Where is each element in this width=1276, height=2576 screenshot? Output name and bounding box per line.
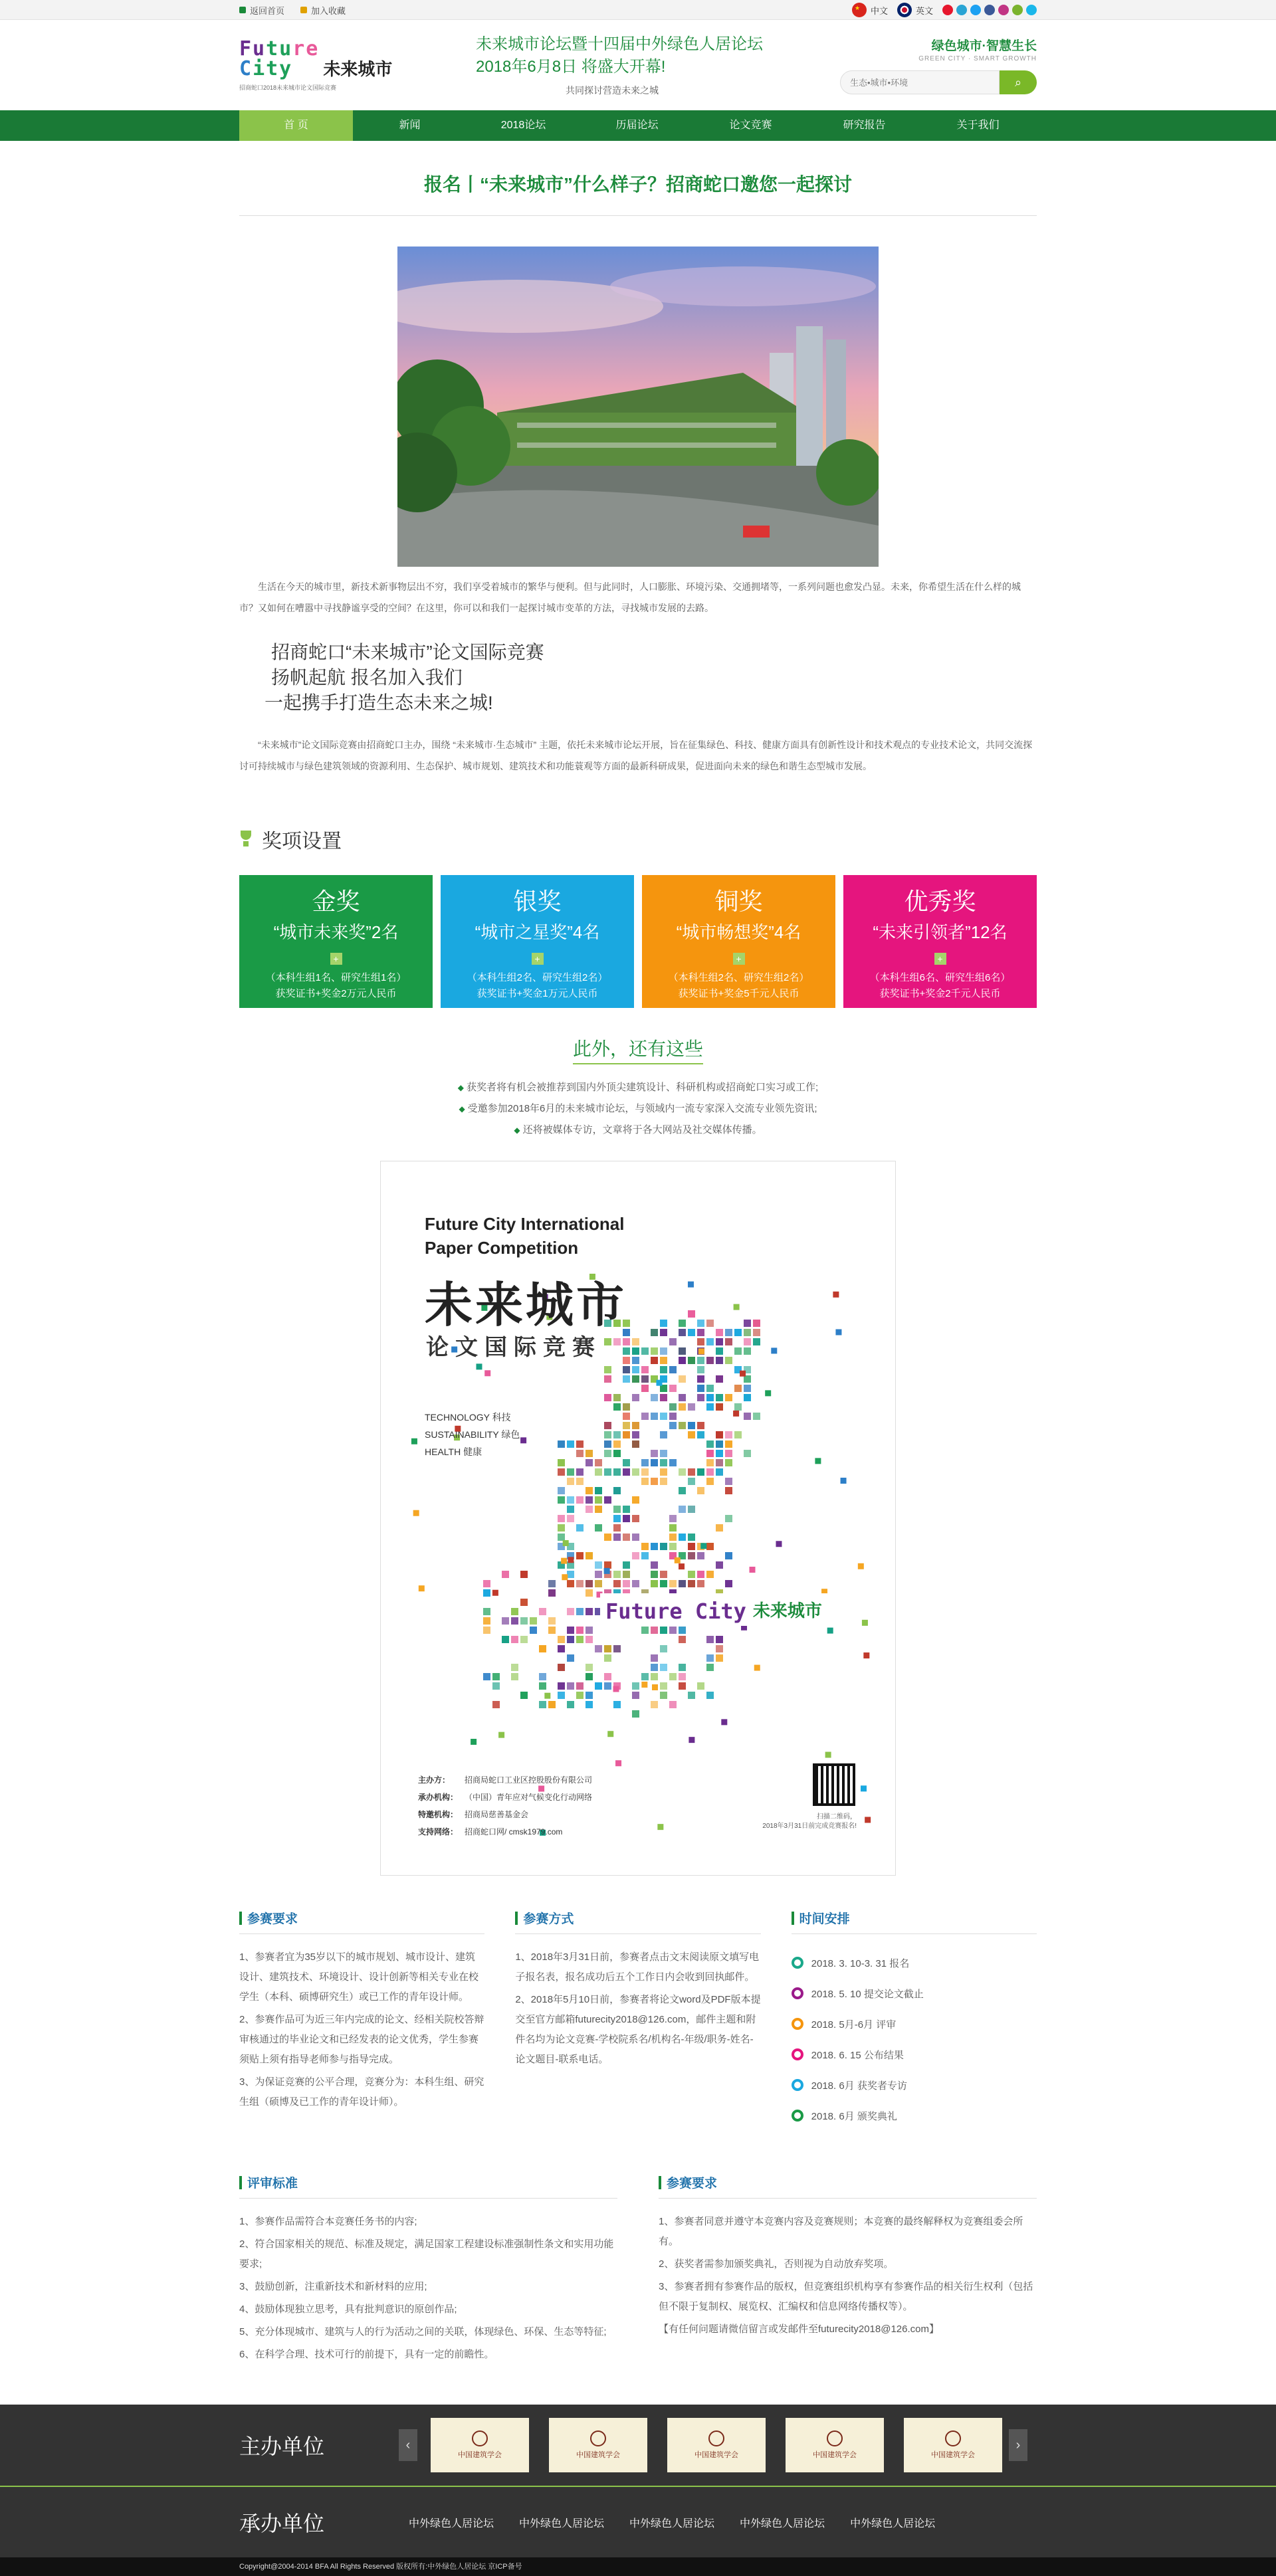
diamond-icon: ◆ <box>459 1104 465 1114</box>
also-list <box>0 1077 1276 1141</box>
sponsor-logo[interactable]: 中国建筑学会 <box>431 2418 529 2472</box>
callout-line: 招商蛇口“未来城市”论文国际竞赛 <box>271 642 544 662</box>
site-header <box>0 20 1276 110</box>
timeline-list <box>792 1947 1037 2131</box>
list-item: 4、鼓励体现独立思考，具有批判意识的原创作品; <box>239 2304 457 2315</box>
building-photo <box>397 247 879 567</box>
award-title: “未来引领者”12名 <box>873 922 1008 942</box>
headline: 未来城市论坛暨十四届中外绿色人居论坛 2018年6月8日 将盛大开幕! <box>476 35 763 76</box>
award-detail: （本科生组2名、研究生组2名） <box>668 972 809 983</box>
list-item: 6、在科学合理、技术可行的前提下，具有一定的前瞻性。 <box>239 2349 494 2360</box>
co-organizer-link[interactable]: 中外绿色人居论坛 <box>629 2518 715 2529</box>
co-organizer-link[interactable]: 中外绿色人居论坛 <box>519 2518 605 2529</box>
nav-about[interactable]: 关于我们 <box>956 120 1000 131</box>
list-item: 2、参赛作品可为近三年内完成的论文、经相关院校答辩审核通过的毕业论文和已经发表的论文优秀，学生参赛须贴上须有指导老师参与指导完成。 <box>239 2014 484 2065</box>
qr-note: 扫描二维码， 2018年3月31日前完成竞赛报名! <box>762 1813 857 1830</box>
qr-code[interactable] <box>813 1763 855 1806</box>
circle-icon <box>792 2110 803 2122</box>
column-heading: 参赛方式 <box>515 1909 760 1934</box>
description-paragraph: “未来城市”论文国际竞赛由招商蛇口主办，围绕 “未来城市·生态城市” 主题，依托未来城市论坛开展，旨在征集绿色、科技、健康方面具有创新性设计和技术观点的专业技术论文，共同交流探讨可持续城市与绿色建筑领域的资源利用、生态保护、城市规划、建筑技术和功能蓑观等方面的最新科研成果，促进面向未来的绿色和谐生态型城市发展。 <box>239 740 1033 771</box>
list-item: 2、2018年5月10日前，参赛者将论文word及PDF版本提交至官方邮箱futurecity2018@126.com，邮件主题和附件名均为论文竞赛-学校院系名/机构名-年级/职务-姓名-论文题目-联系电话。 <box>515 1994 761 2065</box>
list-item: ◆ 获奖者将有机会被推荐到国内外顶尖建筑设计、科研机构或招商蛇口实习或工作; <box>457 1082 819 1093</box>
subline: 共同探讨营造未来之城 <box>566 85 659 96</box>
nav-research[interactable]: 研究报告 <box>843 120 886 131</box>
list-item: 1、2018年3月31日前，参赛者点击文末阅读原文填写电子报名表，报名成功后五个工作日内会收到回执邮件。 <box>515 1951 760 1983</box>
site-logo[interactable] <box>239 33 399 97</box>
sponsor-logo[interactable]: 中国建筑学会 <box>904 2418 1002 2472</box>
vimeo-icon[interactable] <box>1026 5 1037 15</box>
rules-columns <box>239 2173 1037 2367</box>
uk-flag-icon <box>897 3 912 17</box>
column-heading: 参赛要求 <box>659 2173 1037 2199</box>
poster-keywords: TECHNOLOGY 科技 SUSTAINABILITY 绿色 HEALTH 健康 <box>425 1412 520 1457</box>
callout-line: 扬帆起航 报名加入我们 <box>271 667 463 688</box>
circle-icon <box>792 2018 803 2030</box>
search-box <box>837 70 1037 94</box>
timeline-item: 2018. 5. 10 提交论文截止 <box>792 1978 1037 2009</box>
requirements-column <box>239 1909 484 2131</box>
plus-icon: + <box>330 953 342 965</box>
copyright-text: Copyright@2004-2014 BFA All Rights Reserved 版权所有:中外绿色人居论坛 京ICP备号 <box>239 2563 522 2571</box>
list-item: 3、参赛者拥有参赛作品的版权，但竞赛组织机构享有参赛作品的相关衍生权利（包括但不限于复制权、展览权、汇编权和信息网络传播权等）。 <box>659 2281 1033 2312</box>
column-heading: 评审标准 <box>239 2173 617 2199</box>
award-detail: （本科生组1名、研究生组1名） <box>265 972 407 983</box>
nav-paper-competition[interactable]: 论文竞赛 <box>729 120 772 131</box>
callout-line: 一起携手打造生态未来之城! <box>265 692 493 713</box>
home-link[interactable]: 返回首页 <box>239 4 284 17</box>
timeline-item: 2018. 6月 获奖者专访 <box>792 2070 1037 2100</box>
social-icons <box>942 5 1037 15</box>
wechat-icon[interactable] <box>1012 5 1023 15</box>
co-organizer-link[interactable]: 中外绿色人居论坛 <box>409 2518 494 2529</box>
nav-home[interactable]: 首 页 <box>239 110 353 141</box>
facebook-icon[interactable] <box>984 5 995 15</box>
awards-heading: 奖项设置 <box>239 825 1037 854</box>
hero-image <box>397 247 879 567</box>
co-organizer-link[interactable]: 中外绿色人居论坛 <box>740 2518 825 2529</box>
award-prize: 获奖证书+奖金1万元人民币 <box>477 988 598 999</box>
top-bar <box>0 0 1276 20</box>
slogan-en: GREEN CITY · SMART GROWTH <box>918 55 1037 62</box>
info-columns <box>239 1909 1037 2131</box>
diamond-icon: ◆ <box>514 1126 520 1135</box>
rules-column <box>659 2173 1037 2367</box>
copyright-bar <box>0 2557 1276 2576</box>
poster-title-en: Future City International Paper Competition <box>425 1214 625 1258</box>
circle-icon <box>792 2079 803 2091</box>
co-organizers-footer <box>0 2486 1276 2557</box>
award-prize: 获奖证书+奖金2千元人民币 <box>879 988 1001 999</box>
co-organizer-link[interactable]: 中外绿色人居论坛 <box>850 2518 936 2529</box>
trophy-icon <box>239 831 253 848</box>
award-bronze <box>642 875 835 1008</box>
poster-title-cn: 未来城市 <box>425 1279 627 1332</box>
logo-cn: 未来城市 <box>323 58 393 79</box>
qq-icon[interactable] <box>956 5 967 15</box>
diamond-icon: ◆ <box>457 1083 465 1092</box>
weibo-icon[interactable] <box>942 5 953 15</box>
award-name: 金奖 <box>312 888 360 915</box>
logo-subtitle: 招商蛇口2018未来城市论文国际竞赛 <box>239 84 337 91</box>
timeline-item: 2018. 3. 10-3. 31 报名 <box>792 1947 1037 1978</box>
timeline-item: 2018. 6月 颁奖典礼 <box>792 2100 1037 2131</box>
main-nav <box>0 110 1276 141</box>
sponsor-logo[interactable]: 中国建筑学会 <box>667 2418 766 2472</box>
circle-icon <box>792 1957 803 1969</box>
lang-en[interactable]: 英文 <box>897 3 933 17</box>
list-item: 1、参赛者宜为35岁以下的城市规划、城市设计、建筑设计、建筑技术、环境设计、设计创新等相关专业在校学生（本科、硕博研究生）或已工作的青年设计师。 <box>239 1951 479 2003</box>
award-detail: （本科生组6名、研究生组6名） <box>869 972 1011 983</box>
timeline-column <box>792 1909 1037 2131</box>
article-title: 报名丨“未来城市”什么样子？招商蛇口邀您一起探讨 <box>239 141 1037 216</box>
award-name: 铜奖 <box>714 888 763 915</box>
award-detail: （本科生组2名、研究生组2名） <box>467 972 608 983</box>
award-prize: 获奖证书+奖金2万元人民币 <box>275 988 397 999</box>
list-item: 5、充分体现城市、建筑与人的行为活动之间的关联，体现绿色、环保、生态等特征; <box>239 2326 607 2337</box>
list-item: 3、鼓励创新，注重新技术和新材料的应用; <box>239 2281 427 2292</box>
lang-cn[interactable]: ★ 中文 <box>852 3 888 17</box>
award-title: “城市畅想奖”4名 <box>676 922 801 942</box>
co-organizers-label: 承办单位 <box>239 2512 325 2535</box>
plus-icon: + <box>934 953 946 965</box>
list-item: 【有任何问题请微信留言或发邮件至futurecity2018@126.com】 <box>659 2324 939 2335</box>
list-item: 2、获奖者需参加颁奖典礼，否则视为自动放弃奖项。 <box>659 2258 894 2270</box>
chevron-left-icon[interactable]: ‹ <box>399 2429 417 2461</box>
awards-grid <box>239 875 1037 1008</box>
column-heading: 参赛要求 <box>239 1909 484 1934</box>
method-column <box>515 1909 760 2131</box>
column-heading: 时间安排 <box>792 1909 1037 1934</box>
intro-paragraph: 生活在今天的城市里，新技术新事物层出不穷，我们享受着城市的繁华与便利。但与此同时，人口膨胀、环境污染、交通拥堵等，一系列问题也愈发凸显。未来，你希望生活在什么样的城市？又如何在嘈嚣中寻找静谧享受的空间？在这里，你可以和我们一起探讨城市变革的方法，寻找城市发展的去路。 <box>239 581 1021 613</box>
list-item: ◆ 还将被媒体专访，文章将于各大网站及社交媒体传播。 <box>514 1124 762 1136</box>
award-title: “城市之星奖”4名 <box>475 922 600 942</box>
home-icon <box>239 7 246 13</box>
nav-past-forums[interactable]: 历届论坛 <box>615 120 659 131</box>
nav-news[interactable]: 新闻 <box>399 120 421 131</box>
search-icon: ⌕ <box>1014 75 1022 89</box>
award-title: “城市未来奖”2名 <box>273 922 399 942</box>
sponsor-logo[interactable]: 中国建筑学会 <box>786 2418 884 2472</box>
award-silver <box>441 875 634 1008</box>
twitter-icon[interactable] <box>970 5 981 15</box>
search-button[interactable] <box>1000 70 1037 94</box>
also-heading: 此外，还有这些 <box>0 1035 1276 1061</box>
competition-poster <box>380 1161 896 1876</box>
award-name: 银奖 <box>513 888 562 915</box>
china-flag-icon <box>852 3 867 17</box>
list-item: 3、为保证竞赛的公平合理，竞赛分为：本科生组、研究生组（硕博及已工作的青年设计师）。 <box>239 2076 484 2108</box>
circle-icon <box>792 1987 803 1999</box>
criteria-column <box>239 2173 617 2367</box>
timeline-item: 2018. 5月-6月 评审 <box>792 2009 1037 2039</box>
award-gold <box>239 875 433 1008</box>
timeline-item: 2018. 6. 15 公布结果 <box>792 2039 1037 2070</box>
sponsors-footer <box>0 2405 1276 2486</box>
nav-forum-2018[interactable]: 2018论坛 <box>500 120 546 131</box>
plus-icon: + <box>733 953 745 965</box>
logo-mark: Future City <box>239 37 320 80</box>
list-item: 1、参赛者同意并遵守本竞赛内容及竞赛规则；本竞赛的最终解释权为竞赛组委会所有。 <box>659 2216 1023 2247</box>
search-input[interactable] <box>840 70 1000 94</box>
sponsors-label: 主办单位 <box>239 2434 325 2458</box>
circle-icon <box>792 2048 803 2060</box>
sponsor-logo[interactable]: 中国建筑学会 <box>549 2418 647 2472</box>
callout <box>239 640 1037 716</box>
poster-logo: Future City 未来城市 <box>600 1593 827 1626</box>
list-item: ◆ 受邀参加2018年6月的未来城市论坛，与领域内一流专家深入交流专业领先资讯; <box>459 1103 817 1114</box>
plus-icon: + <box>532 953 544 965</box>
list-item: 2、符合国家相关的规范、标准及规定，满足国家工程建设标准强制性条文和实用功能要求; <box>239 2238 614 2270</box>
chevron-right-icon[interactable]: › <box>1009 2429 1027 2461</box>
award-excellence <box>843 875 1037 1008</box>
poster-credits: 主办方： 招商局蛇口工业区控股股份有限公司 承办机构： （中国）青年应对气候变化行动网络 特邀机构： 招商局慈善基金会 支持网络： 招商蛇口网/ cmsk1979.com <box>418 1775 593 1836</box>
list-item: 1、参赛作品需符合本竞赛任务书的内容; <box>239 2216 417 2227</box>
slogan: 绿色城市·智慧生长 <box>931 39 1037 53</box>
award-name: 优秀奖 <box>904 888 976 915</box>
award-prize: 获奖证书+奖金5千元人民币 <box>678 988 799 999</box>
poster-subtitle-cn: 论文国际竞赛 <box>426 1335 601 1360</box>
favorite-link[interactable]: 加入收藏 <box>300 4 346 17</box>
instagram-icon[interactable] <box>998 5 1009 15</box>
star-icon <box>300 7 307 13</box>
